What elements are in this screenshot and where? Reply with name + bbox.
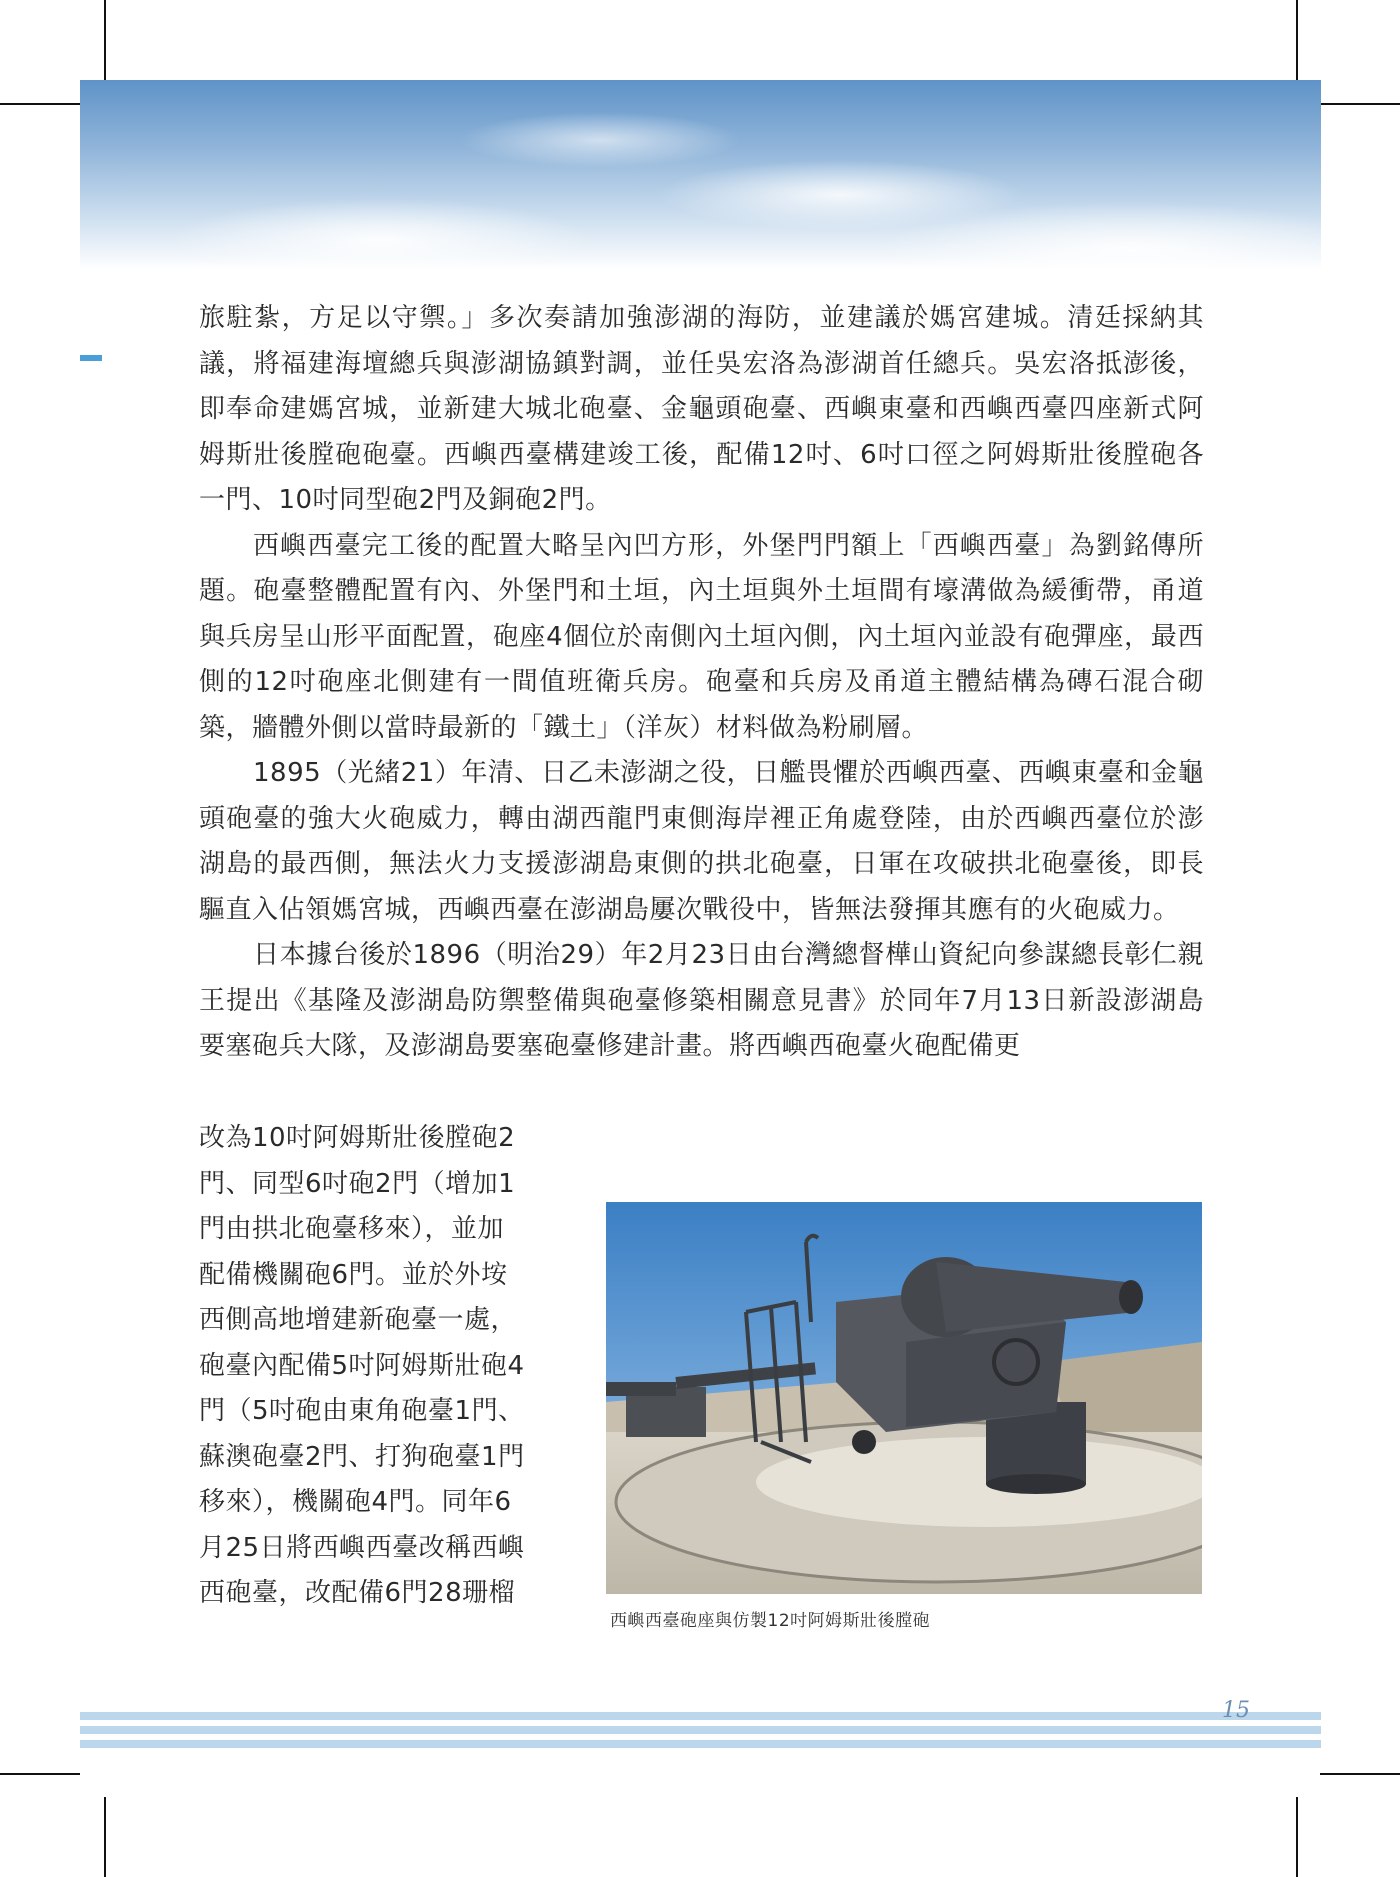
text-line: 西側高地增建新砲臺一處， bbox=[199, 1305, 518, 1335]
crop-mark bbox=[0, 103, 80, 105]
wrapped-text-column bbox=[199, 1116, 559, 1617]
paragraph: 日本據台後於1896（明治29）年2月23日由台灣總督樺山資紀向參謀總長彰仁親王提出《基隆及澎湖島防禦整備與砲臺修築相關意見書》於同年7月13日新設澎湖島要塞砲兵大隊，及澎湖島要塞砲臺修建計畫。將西嶼西砲臺火砲配備更 bbox=[199, 940, 1204, 1061]
crop-mark bbox=[0, 1773, 80, 1775]
crop-mark bbox=[1296, 0, 1298, 80]
text-line: 月25日將西嶼西臺改稱西嶼 bbox=[199, 1532, 525, 1563]
crop-mark bbox=[1320, 103, 1400, 105]
crop-mark bbox=[1296, 1797, 1298, 1877]
text-line: 配備機關砲6門。並於外垵 bbox=[199, 1259, 508, 1290]
crop-mark bbox=[104, 1797, 106, 1877]
crop-mark bbox=[104, 0, 106, 80]
text-line: 門由拱北砲臺移來），並加 bbox=[199, 1214, 505, 1244]
photo-caption: 西嶼西臺砲座與仿製12吋阿姆斯壯後膛砲 bbox=[610, 1611, 931, 1631]
text-line: 砲臺內配備5吋阿姆斯壯砲4 bbox=[199, 1350, 525, 1381]
crop-mark bbox=[1320, 1773, 1400, 1775]
paragraph: 西嶼西臺完工後的配置大略呈內凹方形，外堡門門額上「西嶼西臺」為劉銘傳所題。砲臺整體配置有內、外堡門和土垣，內土垣與外土垣間有壕溝做為緩衝帶，甬道與兵房呈山形平面配置，砲座4個位於南側內土垣內側，內土垣內並設有砲彈座，最西側的12吋砲座北側建有一間值班衛兵房。砲臺和兵房及甬道主體結構為磚石混合砌築，牆體外側以當時最新的「鐵土」（洋灰）材料做為粉刷層。 bbox=[199, 530, 1204, 743]
footer-stripe bbox=[80, 1740, 1321, 1748]
page-number: 15 bbox=[1222, 1698, 1250, 1723]
margin-tab-marker bbox=[80, 355, 102, 361]
text-line: 門（5吋砲由東角砲臺1門、 bbox=[199, 1396, 525, 1426]
sky-header-banner bbox=[80, 80, 1321, 270]
paragraph: 旅駐紮，方足以守禦。」多次奏請加強澎湖的海防，並建議於媽宮建城。清廷採納其議，將福建海壇總兵與澎湖協鎮對調，並任吳宏洛為澎湖首任總兵。吳宏洛抵澎後，即奉命建媽宮城，並新建大城北砲臺、金龜頭砲臺、西嶼東臺和西嶼西臺四座新式阿姆斯壯後膛砲砲臺。西嶼西臺構建竣工後，配備12吋、6吋口徑之阿姆斯壯後膛砲各一門、10吋同型砲2門及銅砲2門。 bbox=[199, 303, 1204, 515]
text-line: 西砲臺，改配備6門28珊榴 bbox=[199, 1578, 516, 1608]
body-text bbox=[199, 296, 1204, 1070]
footer-stripe bbox=[80, 1726, 1321, 1734]
text-line: 移來），機關砲4門。同年6 bbox=[199, 1487, 512, 1517]
footer-stripe bbox=[80, 1712, 1321, 1720]
text-line: 改為10吋阿姆斯壯後膛砲2 bbox=[199, 1123, 516, 1153]
text-line: 門、同型6吋砲2門（增加1 bbox=[199, 1168, 516, 1199]
paragraph: 1895（光緒21）年清、日乙未澎湖之役，日艦畏懼於西嶼西臺、西嶼東臺和金龜頭砲臺的強大火砲威力，轉由湖西龍門東側海岸裡正角處登陸，由於西嶼西臺位於澎湖島的最西側，無法火力支援澎湖島東側的拱北砲臺，日軍在攻破拱北砲臺後，即長驅直入佔領媽宮城，西嶼西臺在澎湖島屢次戰役中，皆無法發揮其應有的火砲威力。 bbox=[199, 758, 1204, 925]
cannon-photo bbox=[606, 1202, 1202, 1594]
text-line: 蘇澳砲臺2門、打狗砲臺1門 bbox=[199, 1441, 525, 1472]
